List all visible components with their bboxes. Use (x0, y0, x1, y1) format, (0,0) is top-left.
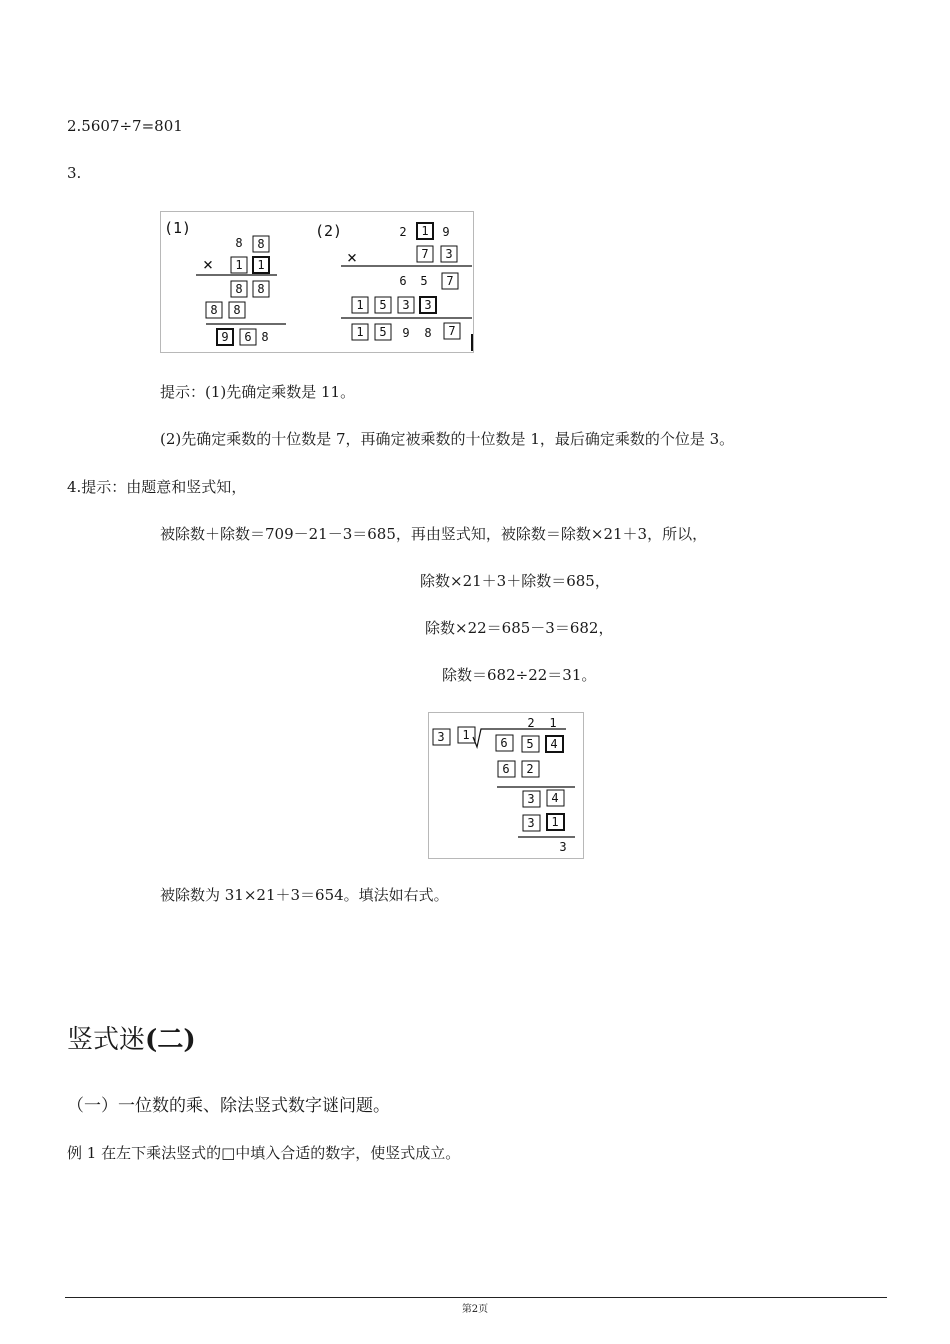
digit: 1 (235, 258, 243, 272)
step-digit: 3 (527, 792, 535, 806)
digit: 9 (402, 326, 410, 340)
page-number: 第2页 (461, 1304, 489, 1315)
item-4-line-2: 除数×21＋3＋除数＝685， (420, 572, 610, 590)
section-title (67, 1023, 196, 1057)
digit: 8 (257, 282, 265, 296)
digit: 8 (257, 237, 265, 251)
digit: 6 (399, 274, 407, 288)
digit: 7 (446, 274, 454, 288)
digit: 1 (421, 224, 429, 238)
digit: 1 (356, 325, 364, 339)
answer-item-4-label: 4.提示：由题意和竖式知， (67, 478, 247, 496)
multiplication-puzzle-figure (160, 211, 474, 353)
digit: 1 (257, 258, 265, 272)
step-digit: 1 (551, 815, 559, 829)
dividend-digit: 6 (500, 736, 508, 750)
digit: 6 (244, 330, 252, 344)
digit: 8 (235, 236, 243, 250)
digit: 7 (448, 324, 456, 338)
item-4-line-3: 除数×22＝685－3＝682， (425, 619, 614, 637)
digit: 9 (221, 330, 229, 344)
quotient-digit: 1 (549, 716, 557, 730)
step-digit: 2 (526, 762, 534, 776)
step-digit: 3 (527, 816, 535, 830)
digit: 8 (235, 282, 243, 296)
digit: 2 (399, 225, 407, 239)
dividend-digit: 5 (526, 737, 534, 751)
digit: 5 (420, 274, 428, 288)
digit: 7 (421, 247, 429, 261)
digit: 5 (379, 325, 387, 339)
digit: 3 (402, 298, 410, 312)
dividend-digit: 4 (550, 737, 558, 751)
digit: 5 (379, 298, 387, 312)
digit: 1 (356, 298, 364, 312)
example-1: 例 1 在左下乘法竖式的□中填入合适的数字，使竖式成立。 (67, 1144, 461, 1162)
divisor-digit: 3 (437, 730, 445, 744)
digit: 8 (424, 326, 432, 340)
digit: 3 (445, 247, 453, 261)
item-4-conclusion: 被除数为 31×21＋3＝654。填法如右式。 (160, 886, 449, 904)
hint-line-1: 提示：(1)先确定乘数是 11。 (160, 383, 356, 401)
item-4-line-4: 除数＝682÷22＝31。 (442, 666, 597, 684)
puzzle-1-label: (1) (164, 219, 192, 237)
answer-item-3-label: 3. (67, 164, 82, 182)
digit: 9 (442, 225, 450, 239)
divisor-digit: 1 (462, 728, 470, 742)
quotient-digit: 2 (527, 716, 535, 730)
item-4-line-1: 被除数＋除数＝709－21－3＝685，再由竖式知，被除数＝除数×21＋3，所以， (160, 525, 708, 543)
long-division-figure (428, 712, 584, 859)
digit: 8 (233, 303, 241, 317)
step-digit: 4 (551, 791, 559, 805)
hint-line-2: (2)先确定乘数的十位数是 7，再确定被乘数的十位数是 1，最后确定乘数的个位是 3。 (160, 430, 735, 448)
digit: 3 (424, 298, 432, 312)
digit: 8 (261, 330, 269, 344)
puzzle-2-label: (2) (315, 222, 343, 240)
section-title-text: 竖式迷 (67, 1025, 146, 1055)
footer-rule (65, 1297, 887, 1298)
section-subtitle: （一）一位数的乘、除法竖式数字谜问题。 (67, 1096, 390, 1116)
section-title-number: (二) (145, 1025, 196, 1055)
answer-item-2: 2.5607÷7=801 (67, 117, 183, 135)
digit: 8 (210, 303, 218, 317)
times-sign: × (346, 248, 358, 268)
step-digit: 6 (502, 762, 510, 776)
times-sign: × (202, 255, 214, 275)
remainder-digit: 3 (559, 840, 567, 854)
